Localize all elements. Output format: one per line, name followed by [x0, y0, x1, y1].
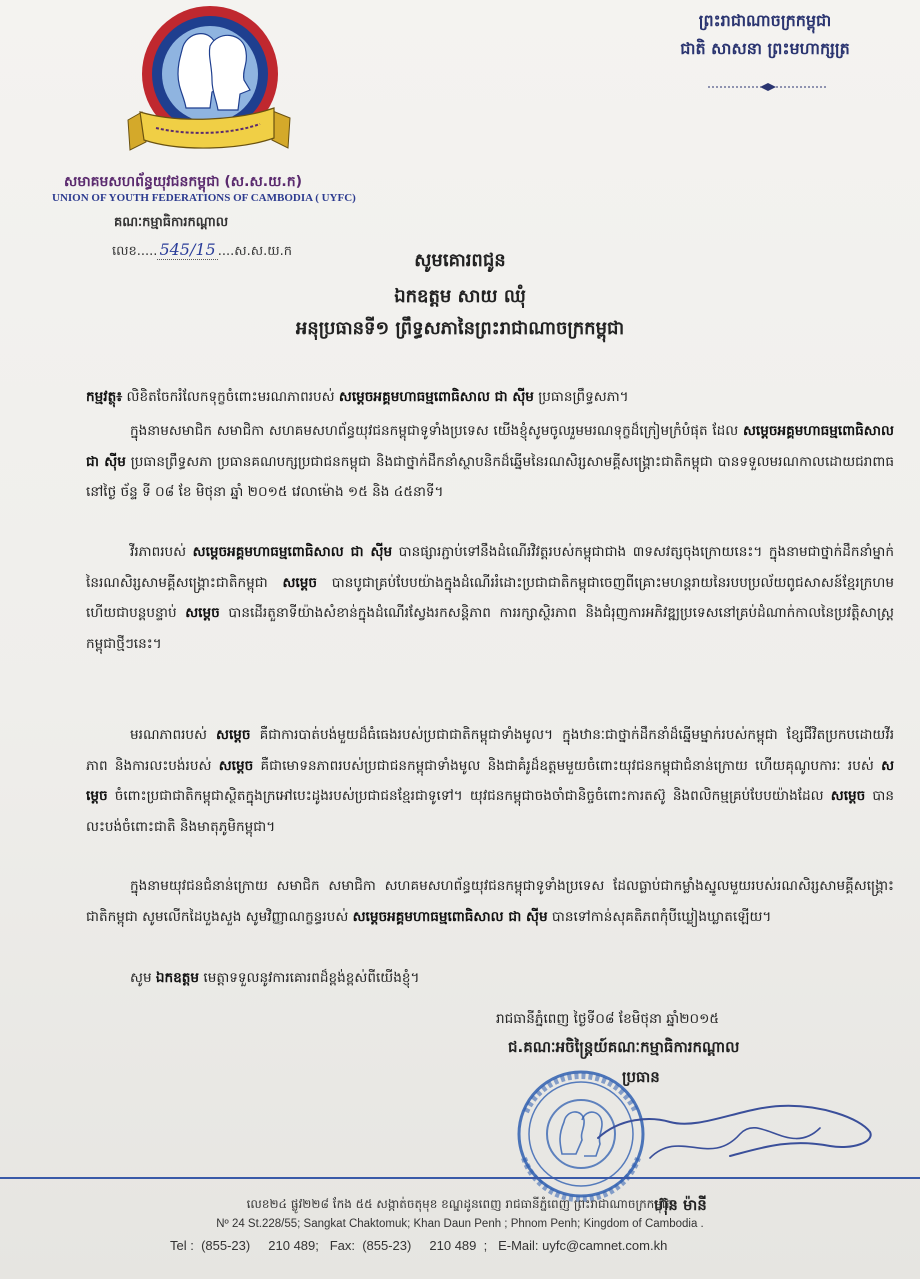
signatory-name: ហ៊ុន ម៉ានី — [654, 1196, 707, 1214]
national-motto: ជាតិ សាសនា ព្រះមហាក្សត្រ — [680, 39, 850, 58]
paragraph-4: ក្នុងនាមយុវជនជំនាន់ក្រោយ សមាជិក សមាជិកា សហគមសហព័ន្ធយុវជនកម្ពុជាទូទាំងប្រទេស ដែលធ្លាប់ជាកម្លាំងស្នូលមួយរបស់រណសិរ្សសាមគ្គីសង្គ្រោះជាតិកម្ពុជា សូមលើកដៃបួងសួង សូមវិញ្ញាណក្ខន្ធរបស់ សម្តេចអគ្គមហាធម្មពោធិសាល ជា ស៊ីម បានទៅកាន់សុគតិភពកុំបីឃ្លៀងឃ្លាតឡើយ។ — [86, 878, 894, 925]
signatory-role: ប្រធាន — [622, 1068, 660, 1086]
paragraph-5: សូម ឯកឧត្តម មេត្តាទទួលនូវការគោរពដ៏ខ្ពង់ខ្ពស់ពីយើងខ្ញុំ។ — [130, 970, 420, 986]
recipient-title: អនុប្រធានទី១ ព្រឹទ្ធសភានៃព្រះរាជាណាចក្រកម្ពុជា — [295, 318, 625, 339]
ref-number-handwritten: 545/15 — [159, 240, 216, 259]
footer-address-khmer: លេខ២៤ ផ្លូវ២២៨ កែង ៥៥ សង្កាត់ចតុមុខ ខណ្ឌដូនពេញ រាជធានីភ្នំពេញ ព្រះរាជាណាចក្រកម្ពុជា — [246, 1197, 674, 1211]
salutation: សូមគោរពជូន — [414, 250, 506, 271]
ref-prefix: លេខ — [112, 244, 137, 259]
committee-label: គណៈកម្មាធិការកណ្តាល — [114, 215, 229, 230]
ornament-divider-icon — [708, 82, 828, 92]
footer-divider — [0, 1177, 920, 1179]
uyfc-logo-icon — [120, 0, 300, 170]
paragraph-1: ក្នុងនាមសមាជិក សមាជិកា សហគមសហព័ន្ធយុវជនកម្ពុជាទូទាំងប្រទេស យើងខ្ញុំសូមចូលរួមមរណទុក្ខដ៏ក្រៀមក្រំបំផុត ដែល សម្តេចអគ្គមហាធម្មពោធិសាល ជា ស៊ីម ប្រធានព្រឹទ្ធសភា ប្រធានគណបក្សប្រជាជនកម្ពុជា និងជាថ្នាក់ដឹកនាំស្ថាបនិកដ៏ឆ្នើមនៃរណសិរ្សសាមគ្គីសង្គ្រោះជាតិកម្ពុជា បានទទួលមរណកាលដោយជរាពាធ នៅថ្ងៃ ច័ន្ទ ទី ០៨ ខែ មិថុនា ឆ្នាំ ២០១៥ វេលាម៉ោង ១៥ និង ៤៥នាទី។ — [86, 423, 894, 500]
paragraph-3: មរណភាពរបស់ សម្តេច គឺជាការបាត់បង់មួយដ៏ធំធេងរបស់ប្រជាជាតិកម្ពុជាទាំងមូល។ ក្នុងឋានៈជាថ្នាក់ដឹកនាំដ៏ឆ្នើមម្នាក់របស់កម្ពុជា ខ្សែជីវិតប្រកបដោយវីរភាព និងការលះបង់របស់ សម្តេច គឺជាមោទនភាពរបស់ប្រជាជនកម្ពុជាទាំងមូល និងជាគំរូដ៏ឧត្តមមួយចំពោះយុវជនកម្ពុជាជំនាន់ក្រោយ ហើយគុណូបការៈ របស់ សម្តេច ចំពោះប្រជាជាតិកម្ពុជាស្ថិតក្នុងក្រអៅបេះដូងរបស់ប្រជាជនខ្មែរជាទូទៅ។ យុវជនកម្ពុជាចងចាំជានិច្ចចំពោះការតស៊ូ និងពលិកម្មគ្រប់បែបយ៉ាងដែល សម្តេច បានលះបង់ចំពោះជាតិ និងមាតុភូមិកម្ពុជា។ — [86, 727, 895, 835]
letter-date: រាជធានីភ្នំពេញ ថ្ងៃទី០៨ ខែមិថុនា ឆ្នាំ២០១៥ — [496, 1011, 720, 1027]
recipient-name: ឯកឧត្តម សាយ ឈុំ — [394, 286, 526, 307]
kingdom-heading: ព្រះរាជាណាចក្រកម្ពុជា — [698, 11, 832, 30]
org-name-english: UNION OF YOUTH FEDERATIONS OF CAMBODIA ( UYFC) — [52, 192, 356, 204]
subject-label: កម្មវត្ថុ៖ — [86, 389, 123, 405]
org-name-khmer: សមាគមសហព័ន្ធយុវជនកម្ពុជា (ស.ស.យ.ក) — [64, 174, 303, 190]
reference-number: លេខ..... 545/15 ....ស.ស.យ.ក — [112, 240, 293, 259]
footer-address-english: Nº 24 St.228/55; Sangkat Chaktomuk; Khan Daun Penh ; Phnom Penh; Kingdom of Cambodia . — [216, 1218, 704, 1230]
paragraph-2: វីរភាពរបស់ សម្តេចអគ្គមហាធម្មពោធិសាល ជា ស៊ីម បានផ្សារភ្ជាប់ទៅនឹងដំណើរវិវត្តរបស់កម្ពុជាជាង ៣ទសវត្សចុងក្រោយនេះ។ ក្នុងនាមជាថ្នាក់ដឹកនាំម្នាក់នៃរណសិរ្សសាមគ្គីសង្គ្រោះជាតិកម្ពុជា សម្តេច បានបូជាគ្រប់បែបយ៉ាងក្នុងដំណើររំដោះប្រជាជាតិកម្ពុជាចេញពីគ្រោះមហន្តរាយនៃរបបប្រល័យពូជសាសន៍ខ្មែរក្រហម ហើយជាបន្តបន្ទាប់ សម្តេច បានដើរតួនាទីយ៉ាងសំខាន់ក្នុងដំណើរស្វែងរកសន្តិភាព ការរក្សាស្ថិរភាព និងជំរុញការអភិវឌ្ឍប្រទេសនៅគ្រប់ដំណាក់កាលនៃប្រវត្តិសាស្ត្រកម្ពុជាថ្មីៗនេះ។ — [86, 544, 894, 652]
handwritten-signature-icon — [590, 1098, 880, 1178]
subject-line: កម្មវត្ថុ៖ លិខិតចែករំលែកទុក្ខចំពោះមរណភាពរបស់ សម្តេចអគ្គមហាធម្មពោធិសាល ជា ស៊ីម ប្រធានព្រឹទ្ធសភា។ — [86, 389, 629, 405]
signatory-title: ជ.គណៈអចិន្ត្រៃយ៍គណៈកម្មាធិការកណ្តាល — [508, 1038, 740, 1056]
ref-suffix: ស.ស.យ.ក — [234, 244, 293, 259]
footer-contact: Tel : (855-23) 210 489; Fax: (855-23) 210 489 ; E-Mail: uyfc@camnet.com.kh — [170, 1238, 668, 1253]
